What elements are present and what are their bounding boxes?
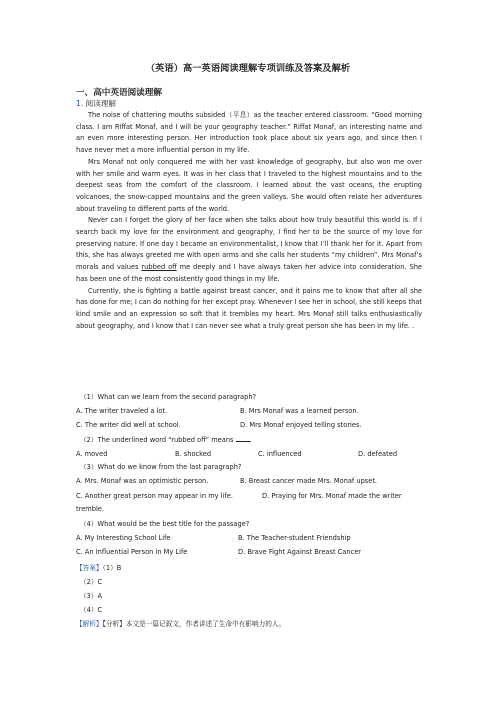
q1-option-a: A. The writer traveled a lot. <box>76 407 168 415</box>
analysis-label: 【解析】 <box>76 620 103 628</box>
analysis-line <box>76 618 285 628</box>
question-number: 1. <box>76 99 84 108</box>
q1-option-d: D. Mrs Monaf enjoyed telling stories. <box>240 421 362 429</box>
answer-1: （1）B <box>102 564 122 572</box>
answer-4: （4）C <box>80 606 103 614</box>
answer-2: （2）C <box>80 578 103 586</box>
q3-option-a: A. Mrs. Monaf was an optimistic person. <box>76 477 209 485</box>
question-type: 阅读理解 <box>85 99 117 108</box>
q2-option-d: D. defeated <box>358 450 398 458</box>
question-1-stem: （1）What can we learn from the second paragraph? <box>80 393 257 401</box>
passage-paragraph-4: Currently, she is fighting a battle against breast cancer, and it pains me to know that after all she has done for me; I can do nothing for her except pray. Whenever I see her in school, she still keeps that kind smile and an expression so soft that it trembles my heart. Mrs Monaf still talks enthusiastically about geography, and I know that I can never see what a truly great person she has been in my life. . <box>76 286 422 330</box>
q4-option-b: B. The Teacher-student Friendship <box>238 534 351 542</box>
q4-option-d: D. Brave Fight Against Breast Cancer <box>238 548 362 556</box>
passage <box>76 110 422 332</box>
question-header <box>76 98 116 109</box>
q3-option-b: B. Breast cancer made Mrs. Monaf upset. <box>240 477 378 485</box>
passage-paragraph-1: The noise of chattering mouths subsided（平息）as the teacher entered classroom. “Good morning class. I am Riffat Monaf, and I will be your geography teacher.” Riffat Monaf, an interesting name and an even more interesting person. Her introduction took place about six years ago, and since then I have never met a more influential person in my life. <box>76 111 422 155</box>
underlined-word: rubbed off <box>141 263 177 272</box>
question-3-stem: （3）What do we know from the last paragraph? <box>80 463 242 471</box>
q4-option-a: A. My Interesting School Life <box>76 534 171 542</box>
q4-option-c: C. An Influential Person in My Life <box>76 548 188 556</box>
paragraph-3-rest: me deeply and I have always taken her advice into consideration. She has been one of the most consistently good things in my life. <box>76 263 422 283</box>
passage-paragraph-2: Mrs Monaf not only conquered me with her vast knowledge of geography, but also won me over with her smile and warm eyes. It was in her class that I traveled to the highest mountains and to the deepest seas from the comfort of the classroom. I learned about the vast oceans, the erupting volcanoes, the snow-capped mountains and the green valleys. She would often relate her adventures about traveling to different parts of the world. <box>76 157 422 213</box>
q2-option-c: C. influenced <box>258 450 302 458</box>
question-2-text: （2）The underlined word “rubbed off” means <box>80 436 236 444</box>
q1-option-b: B. Mrs Monaf was a learned person. <box>240 407 359 415</box>
document-title: （英语）高一英语阅读理解专项训练及答案及解析 <box>145 63 351 74</box>
section-heading: 一、高中英语阅读理解 <box>76 88 162 98</box>
analysis-text: 【分析】本文是一篇记叙文，作者讲述了生命中有影响力的人。 <box>102 620 286 628</box>
question-2-stem <box>80 435 252 447</box>
q3-option-d-continued: tremble. <box>76 505 104 513</box>
question-4-stem: （4）What would be the best title for the passage? <box>80 520 250 528</box>
q2-option-a: A. moved <box>76 450 108 458</box>
q2-option-b: B. shocked <box>175 450 212 458</box>
q3-option-c: C. Another great person may appear in my life. <box>76 492 233 500</box>
answer-blank <box>236 435 250 442</box>
passage-paragraph-3 <box>76 215 422 285</box>
paragraph-3-text: Never can I forget the glory of her face when she talks about how truly beautiful this world is. If I search back my love for the environment and geography, I find her to be the source of my love for preserving nature. If one day I became an environmentalist, I know that I’ll thank her for it. Apart from this, she has always greeted me with open arms and she calls her students “my children”. Mrs Monaf’s morals and values <box>76 216 422 272</box>
q3-option-d: D. Praying for Mrs. Monaf made the writer <box>262 492 402 500</box>
answer-line-1 <box>76 562 121 572</box>
q1-option-c: C. The writer did well at school. <box>76 421 181 429</box>
question-2-end: . <box>249 436 252 444</box>
answer-3: （3）A <box>80 592 103 600</box>
answer-label: 【答案】 <box>76 564 103 572</box>
